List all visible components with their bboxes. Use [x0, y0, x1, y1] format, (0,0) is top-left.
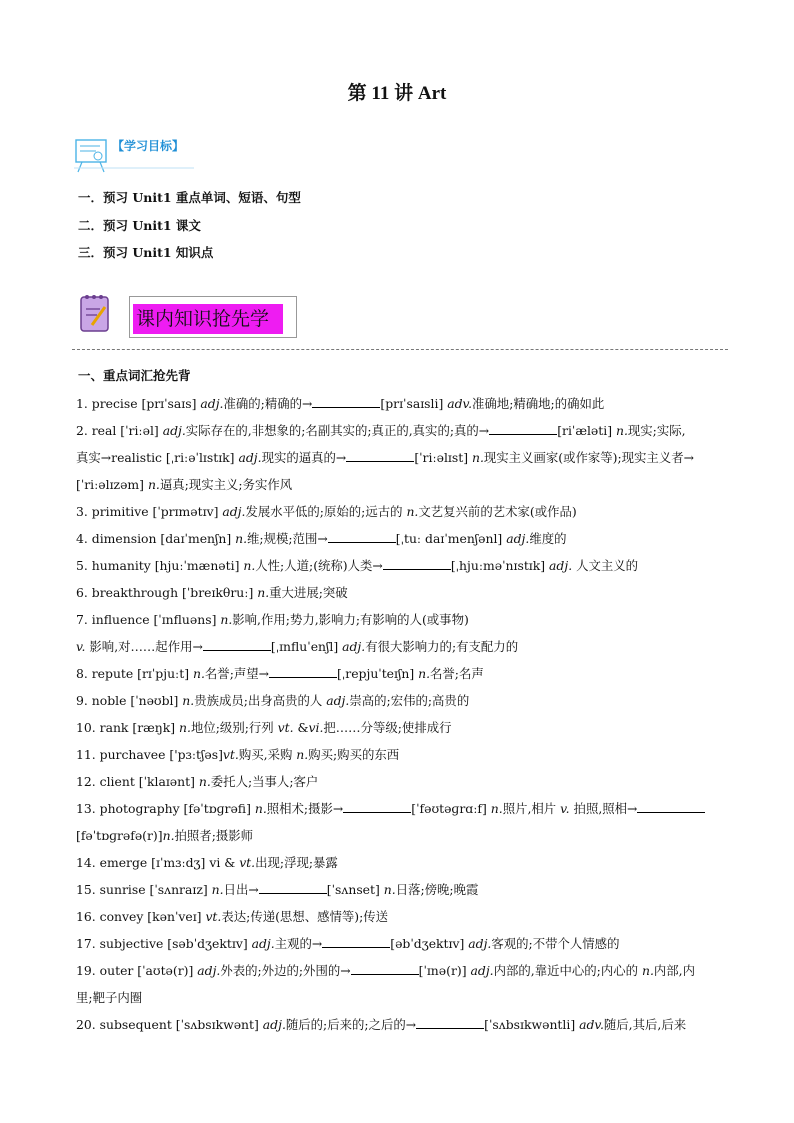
- line-text: 表达;传递(思想、感情等);传送: [221, 909, 389, 924]
- line-text: 8. repute [rɪˈpjuːt]: [76, 666, 193, 681]
- vocab-line: [76, 394, 604, 412]
- part-of-speech: n.: [193, 666, 205, 681]
- part-of-speech: adj.: [162, 423, 186, 438]
- vocab-line: [76, 1015, 686, 1033]
- line-text: 11. purchavee ['pɜːtʃəs]: [76, 747, 223, 762]
- line-text: 客观的;不带个人情感的: [491, 936, 620, 951]
- vocab-line: [76, 718, 452, 736]
- line-text: 5. humanity [hjuːˈmænəti]: [76, 558, 244, 573]
- part-of-speech: n.: [490, 801, 503, 816]
- part-of-speech: adj.: [549, 558, 573, 573]
- line-text: 准确的;精确的→: [223, 396, 313, 411]
- vocab-line: [76, 421, 686, 439]
- line-text: 维;规模;范围→: [247, 531, 328, 546]
- goal-label: 【学习目标】: [112, 139, 185, 153]
- fill-blank[interactable]: [269, 666, 337, 678]
- line-text: 文艺复兴前的艺术家(或作品): [418, 504, 577, 519]
- vocab-line: [76, 772, 318, 790]
- part-of-speech: n.: [641, 963, 654, 978]
- line-text: [ˌrepjuˈteɪʃn]: [337, 666, 419, 681]
- line-text: 里;靶子内圈: [76, 990, 143, 1005]
- line-text: 2. real [ˈriːəl]: [76, 423, 163, 438]
- line-text: 把……分等级;使排成行: [323, 720, 452, 735]
- vocab-line: [76, 853, 338, 871]
- vocab-line: [76, 475, 292, 493]
- divider: [72, 349, 728, 350]
- vocab-line: [76, 556, 638, 574]
- line-text: 内部,内: [653, 963, 696, 978]
- fill-blank[interactable]: [343, 801, 411, 813]
- part-of-speech: n.: [418, 666, 431, 681]
- vocab-line: [76, 691, 469, 709]
- fill-blank[interactable]: [351, 963, 419, 975]
- line-text: 随后的;后来的;之后的→: [285, 1017, 417, 1032]
- part-of-speech: adj.: [200, 396, 224, 411]
- line-text: 现实主义画家(或作家等);现实主义者→: [483, 450, 694, 465]
- line-text: 3. primitive [ˈprɪmətɪv]: [76, 504, 223, 519]
- vocab-line: [76, 745, 399, 763]
- line-text: 名誉;名声: [430, 666, 484, 681]
- part-of-speech: adj.: [468, 936, 492, 951]
- part-of-speech: adj.: [506, 531, 530, 546]
- vocab-line: [76, 637, 518, 655]
- line-text: 影响,作用;势力,影响力;有影响的人(或事物): [232, 612, 469, 627]
- part-of-speech: adj.: [238, 450, 262, 465]
- line-text: 现实;实际,: [627, 423, 686, 438]
- fill-blank[interactable]: [489, 423, 557, 435]
- line-text: 4. dimension [daɪˈmenʃn]: [76, 531, 236, 546]
- vocab-line: [76, 826, 253, 844]
- vocab-line: [76, 664, 484, 682]
- part-of-speech: n.: [147, 477, 160, 492]
- line-text: 拍照,照相→: [569, 801, 638, 816]
- part-of-speech: vi.: [308, 720, 324, 735]
- fill-blank[interactable]: [416, 1017, 484, 1029]
- line-text: 准确地;精确地;的确如此: [472, 396, 605, 411]
- fill-blank[interactable]: [203, 639, 271, 651]
- line-text: 人性;人道;(统称)人类→: [255, 558, 383, 573]
- part-of-speech: n.: [471, 450, 484, 465]
- part-of-speech: adj.: [326, 693, 350, 708]
- fill-blank[interactable]: [637, 801, 705, 813]
- line-text: 崇高的;宏伟的;高贵的: [349, 693, 470, 708]
- line-text: 购买;购买的东西: [308, 747, 400, 762]
- part-of-speech: n.: [220, 612, 233, 627]
- page-title: 第 11 讲 Art: [347, 83, 447, 104]
- part-of-speech: n.: [235, 531, 248, 546]
- line-text: 日出→: [223, 882, 259, 897]
- vocab-line: [76, 961, 695, 979]
- line-text: 购买,采购: [238, 747, 297, 762]
- part-of-speech: v.: [76, 639, 86, 654]
- vocab-line: [76, 502, 577, 520]
- part-of-speech: vt.: [205, 909, 222, 924]
- line-text: 20. subsequent [ˈsʌbsɪkwənt]: [76, 1017, 263, 1032]
- part-of-speech: n.: [243, 558, 256, 573]
- fill-blank[interactable]: [312, 396, 380, 408]
- line-text: 随后,其后,后来: [603, 1017, 687, 1032]
- part-of-speech: n.: [182, 693, 195, 708]
- line-text: [prɪˈsaɪsli]: [380, 396, 448, 411]
- section-banner: [129, 296, 297, 338]
- part-of-speech: adj.: [470, 963, 494, 978]
- part-of-speech: vt.: [239, 855, 256, 870]
- part-of-speech: n.: [383, 882, 396, 897]
- vocab-line: [76, 448, 694, 466]
- objective-2: 二．预习 Unit1 课文: [78, 218, 201, 233]
- line-text: 真实→realistic [ˌriːəˈlɪstɪk]: [76, 450, 239, 465]
- fill-blank[interactable]: [322, 936, 390, 948]
- line-text: 19. outer [ˈaʊtə(r)]: [76, 963, 198, 978]
- notepad-icon: [80, 293, 110, 333]
- part-of-speech: n.: [615, 423, 628, 438]
- vocab-line: [76, 529, 567, 547]
- part-of-speech: adj.: [197, 963, 221, 978]
- vocab-line: [76, 934, 619, 952]
- line-text: [ˈfəʊtəɡrɑːf]: [411, 801, 491, 816]
- line-text: 17. subjective [səbˈdʒektɪv]: [76, 936, 252, 951]
- line-text: 15. sunrise [ˈsʌnraɪz]: [76, 882, 212, 897]
- part-of-speech: adj.: [342, 639, 366, 654]
- line-text: 主观的→: [274, 936, 323, 951]
- line-text: [ˈriːəlɪst]: [414, 450, 472, 465]
- line-text: 影响,对……起作用→: [85, 639, 203, 654]
- line-text: 14. emerge [ɪˈmɜːdʒ] vi &: [76, 855, 240, 870]
- line-text: 委托人;当事人;客户: [210, 774, 319, 789]
- line-text: 现实的逼真的→: [261, 450, 347, 465]
- line-text: 9. noble [ˈnəʊbl]: [76, 693, 183, 708]
- line-text: 7. influence [ˈɪnfluəns]: [76, 612, 221, 627]
- part-of-speech: n.: [257, 585, 270, 600]
- vocab-line: [76, 907, 388, 925]
- part-of-speech: vt.: [277, 720, 294, 735]
- line-text: [ˈriːəlɪzəm]: [76, 477, 148, 492]
- line-text: [ˌtuː daɪˈmenʃənl]: [395, 531, 507, 546]
- line-text: 12. client [ˈklaɪənt]: [76, 774, 199, 789]
- line-text: 重大进展;突破: [269, 585, 348, 600]
- objective-1: 一．预习 Unit1 重点单词、短语、句型: [78, 190, 301, 205]
- line-text: [ˈsʌbsɪkwəntli]: [484, 1017, 580, 1032]
- line-text: 名誉;声望→: [204, 666, 270, 681]
- line-text: 人文主义的: [572, 558, 639, 573]
- part-of-speech: adj.: [262, 1017, 286, 1032]
- line-text: [ˌhjuːməˈnɪstɪk]: [450, 558, 550, 573]
- objective-3: 三．预习 Unit1 知识点: [78, 245, 214, 260]
- fill-blank[interactable]: [328, 531, 396, 543]
- part-of-speech: n.: [211, 882, 224, 897]
- banner-text: 课内知识抢先学: [133, 304, 283, 334]
- line-text: 维度的: [529, 531, 567, 546]
- line-text: 照相术;摄影→: [266, 801, 344, 816]
- line-text: 1. precise [prɪˈsaɪs]: [76, 396, 201, 411]
- line-text: 贵族成员;出身高贵的人: [194, 693, 327, 708]
- line-text: 6. breakthrough [ˈbreɪkθruː]: [76, 585, 258, 600]
- line-text: 逼真;现实主义;务实作风: [159, 477, 293, 492]
- fill-blank[interactable]: [346, 450, 414, 462]
- fill-blank[interactable]: [383, 558, 451, 570]
- vocab-line: [76, 610, 469, 628]
- part-of-speech: n.: [198, 774, 211, 789]
- line-text: 地位;级别;行列: [190, 720, 278, 735]
- part-of-speech: n.: [296, 747, 309, 762]
- line-text: [fəˈtɒɡrəfə(r)]: [76, 828, 163, 843]
- line-text: 照片,相片: [502, 801, 561, 816]
- vocab-line: [76, 880, 478, 898]
- part-of-speech: adj.: [251, 936, 275, 951]
- part-of-speech: v.: [560, 801, 570, 816]
- part-of-speech: adv.: [579, 1017, 604, 1032]
- vocab-line: [76, 583, 348, 601]
- line-text: 拍照者;摄影师: [174, 828, 254, 843]
- part-of-speech: n.: [162, 828, 175, 843]
- line-text: 实际存在的,非想象的;名副其实的;真正的,真实的;真的→: [185, 423, 490, 438]
- line-text: [ˈsʌnset]: [326, 882, 384, 897]
- part-of-speech: vt.: [222, 747, 239, 762]
- line-text: [riˈæləti]: [557, 423, 616, 438]
- line-text: [ˌɪnfluˈenʃl]: [270, 639, 343, 654]
- fill-blank[interactable]: [259, 882, 327, 894]
- line-text: [əbˈdʒektɪv]: [390, 936, 469, 951]
- vocab-line: [76, 988, 142, 1006]
- line-text: 内部的,靠近中心的;内心的: [493, 963, 642, 978]
- line-text: 13. photography [fəˈtɒɡrəfi]: [76, 801, 255, 816]
- part-of-speech: adj.: [222, 504, 246, 519]
- part-of-speech: n.: [406, 504, 419, 519]
- part-of-speech: n.: [179, 720, 191, 735]
- section-title: 一、重点词汇抢先背: [78, 368, 191, 383]
- line-text: [ˈɪnə(r)]: [418, 963, 471, 978]
- line-text: 16. convey [kənˈveɪ]: [76, 909, 206, 924]
- line-text: &: [293, 720, 309, 735]
- line-text: 发展水平低的;原始的;远古的: [245, 504, 407, 519]
- line-text: 有很大影响力的;有支配力的: [365, 639, 519, 654]
- line-text: 10. rank [ræŋk]: [76, 720, 180, 735]
- line-text: 日落;傍晚;晚霞: [395, 882, 479, 897]
- part-of-speech: adv.: [447, 396, 473, 411]
- part-of-speech: n.: [254, 801, 267, 816]
- line-text: 出现;浮现;暴露: [255, 855, 338, 870]
- line-text: 外表的;外边的;外围的→: [220, 963, 351, 978]
- vocab-line: [76, 799, 705, 817]
